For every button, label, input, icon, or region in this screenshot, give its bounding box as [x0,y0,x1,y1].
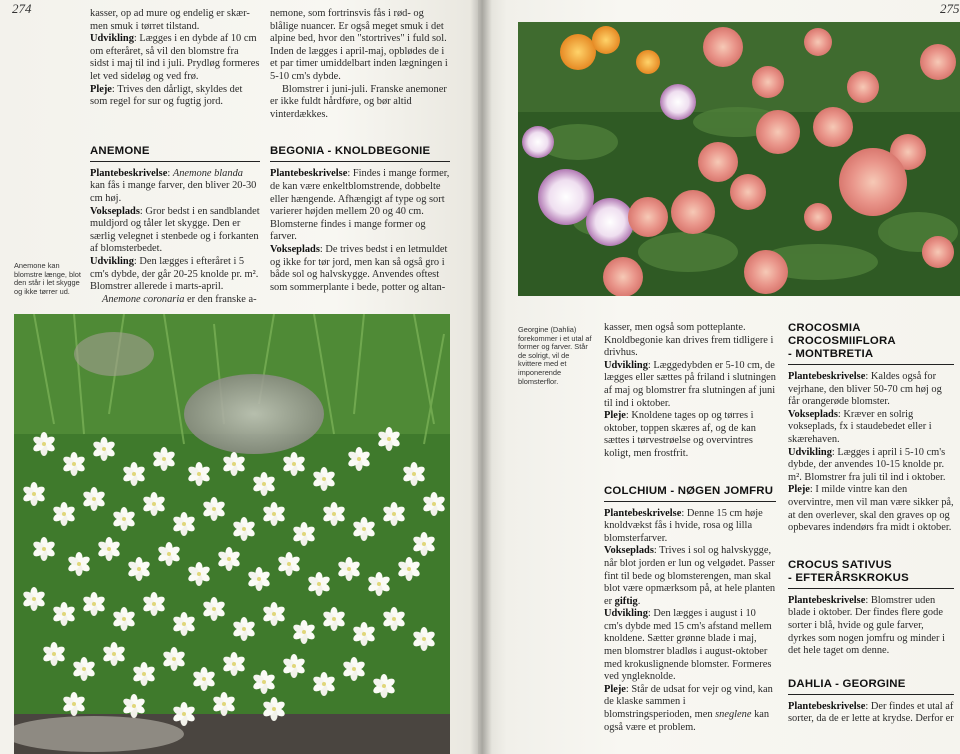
left-column-2 [270,8,450,294]
begonia-plantebeskrivelse: Plantebeskrivelse: Findes i mange former, de kan være enkeltblomstrende, dobbelte eller hængende. Afhængigt af type og sort varierer højden mellem 20 og 40 cm. Blomsterne findes i mange former og farver. [270,168,450,243]
begonia-vokseplads: Vokseplads: De trives bedst i en letmuldet og ikke for tør jord, men kan så også gro i både sol og halvskygge. Anvendes oftest som sommerplante i bede, potter og altan- [270,243,448,293]
anemone-continued: nemone, som fortrinsvis fås i rød- og blålige nuancer. Er også meget smuk i det alpine bed, hvor den "stortrives" i fuld sol. Inden de lægges i april-maj, opblødes de i et par timer umiddelbart inden lægningen i 5-10 cm's dybde. [270,8,448,82]
crocus-plantebeskrivelse: Plantebeskrivelse: Blomstrer uden blade i oktober. Der findes flere gode sorter i blå, hvide og gule farver, dyrkes som nogen jomfru og minder i det hele taget om denne. [788,594,945,657]
crocosmia-pleje: Pleje: I milde vintre kan den overvintre, men vil man være sikker på, at den overlever, skal den graves op og opbevares indendørs fra midt i oktober. [788,484,954,534]
anemone-bloom: Blomstrer i juni-juli. Franske anemoner er ikke fuldt hårdføre, og bør altid vinterdækkes. [270,83,447,120]
colchium-plantebeskrivelse: Plantebeskrivelse: Denne 15 cm høje knoldvækst fås i hvide, rosa og lilla blomsterfarver. [604,507,763,544]
right-column-1 [604,322,776,734]
crocosmia-plantebeskrivelse: Plantebeskrivelse: Kaldes også for vejrhane, den bliver 50-70 cm høj og får orangerøde blomster. [788,371,942,408]
anemone-caption: Anemone kan blomstre længe, blot den står i let skygge og ikke tørrer ud. [14,261,81,296]
intro-udvikling: Udvikling: Lægges i en dybde af 10 cm om efteråret, så vil den blomstre fra sidst i maj til ind i juli. Prydløg formeres let ved sideløg og ved frø. [90,33,260,82]
dahlia-flowers-image [518,22,960,296]
anemone-plantebeskrivelse: Plantebeskrivelse: Anemone blanda kan fås i mange farver, den bliver 20-30 cm høj. [90,167,257,204]
left-column-1 [90,8,260,306]
intro-text: kasser, op ad mure og endelig er skær- men smuk i tørret tilstand. [90,8,250,32]
colchium-udvikling: Udvikling: Den lægges i august i 10 cm's dybde med 15 cm's afstand mellem knoldene. Sætter grønne blade i maj, men blomstrer bladløs i august-oktober med krokuslignende blomster. Formeres ved yngleknolde. [604,608,772,683]
dahlia-heading: DAHLIA - GEORGINE [788,678,954,695]
left-page [0,0,478,754]
begonia-pleje: Pleje: Knoldene tages op og tørres i oktober, toppen skæres af, og de kan sættes i tørvestrøelse og overvintres koligt, men frostfrit. [604,410,756,459]
crocus-heading: CROCUS SATIVUS - EFTERÅRSKROKUS [788,559,954,589]
anemone-heading: ANEMONE [90,145,260,162]
book-gutter [470,0,492,754]
anemone-flowers-image [14,314,450,754]
dahlia-photo [518,22,960,296]
begonia-udvikling: Udvikling: Læggedybden er 5-10 cm, de lægges eller sættes på friland i slutningen af maj og blomstrer fra slutningen af juni til ind i oktober. [604,359,776,409]
begonia-continued: kasser, men også som potteplante. Knoldbegonie kan drives frem tidligere i drivhus. [604,322,774,359]
page-number-right: 275 [940,1,960,16]
anemone-coronaria: Anemone coronaria er den franske a- [102,293,257,305]
dahlia-plantebeskrivelse: Plantebeskrivelse: Der findes et utal af sorter, da de er lette at krydse. Derfor er [788,700,954,725]
colchium-pleje: Pleje: Står de udsat for vejr og vind, kan de klaske sammen i blomstringsperioden, men sneglene kan også være et problem. [604,683,773,733]
crocosmia-heading: CROCOSMIA CROCOSMIIFLORA - MONTBRETIA [788,322,954,365]
anemone-vokseplads: Vokseplads: Gror bedst i en sandblandet muldjord og tåler let skygge. Den er særlig velegnet i stenbede og i forkanten af blomsterbedet. [90,205,260,255]
page-number-left: 274 [12,1,32,16]
right-page [478,0,960,754]
dahlia-caption: Georgine (Dahlia) forekommer i et utal af former og farver. Står de solrigt, vil de kvittere med et imponerende blomsterflor. [518,325,592,386]
anemone-udvikling: Udvikling: Den lægges i efteråret i 5 cm's dybde, der går 20-25 knolde pr. m². Blomstrer allerede i marts-april. [90,255,259,293]
crocosmia-udvikling: Udvikling: Lægges i april i 5-10 cm's dybde, der anvendes 10-15 knolde pr. m². Blomstrer fra juli til ind i oktober. [788,446,946,483]
right-column-2 [788,322,954,726]
colchium-vokseplads: Vokseplads: Trives i sol og halvskygge, når blot jorden er lun og velgødet. Passer fint til bede og blomsterengen, man skal blot være opmærksom på, at hele planten er giftig. [604,545,776,607]
begonia-heading: BEGONIA - KNOLDBEGONIE [270,145,450,162]
colchium-heading: COLCHIUM - NØGEN JOMFRU [604,485,776,502]
intro-pleje: Pleje: Trives den dårligt, skyldes det som regel for sur og fugtig jord. [90,83,243,108]
crocosmia-vokseplads: Vokseplads: Kræver en solrig vokseplads, fx i staudebedet eller i skærehaven. [788,408,932,445]
anemone-photo [14,314,450,754]
